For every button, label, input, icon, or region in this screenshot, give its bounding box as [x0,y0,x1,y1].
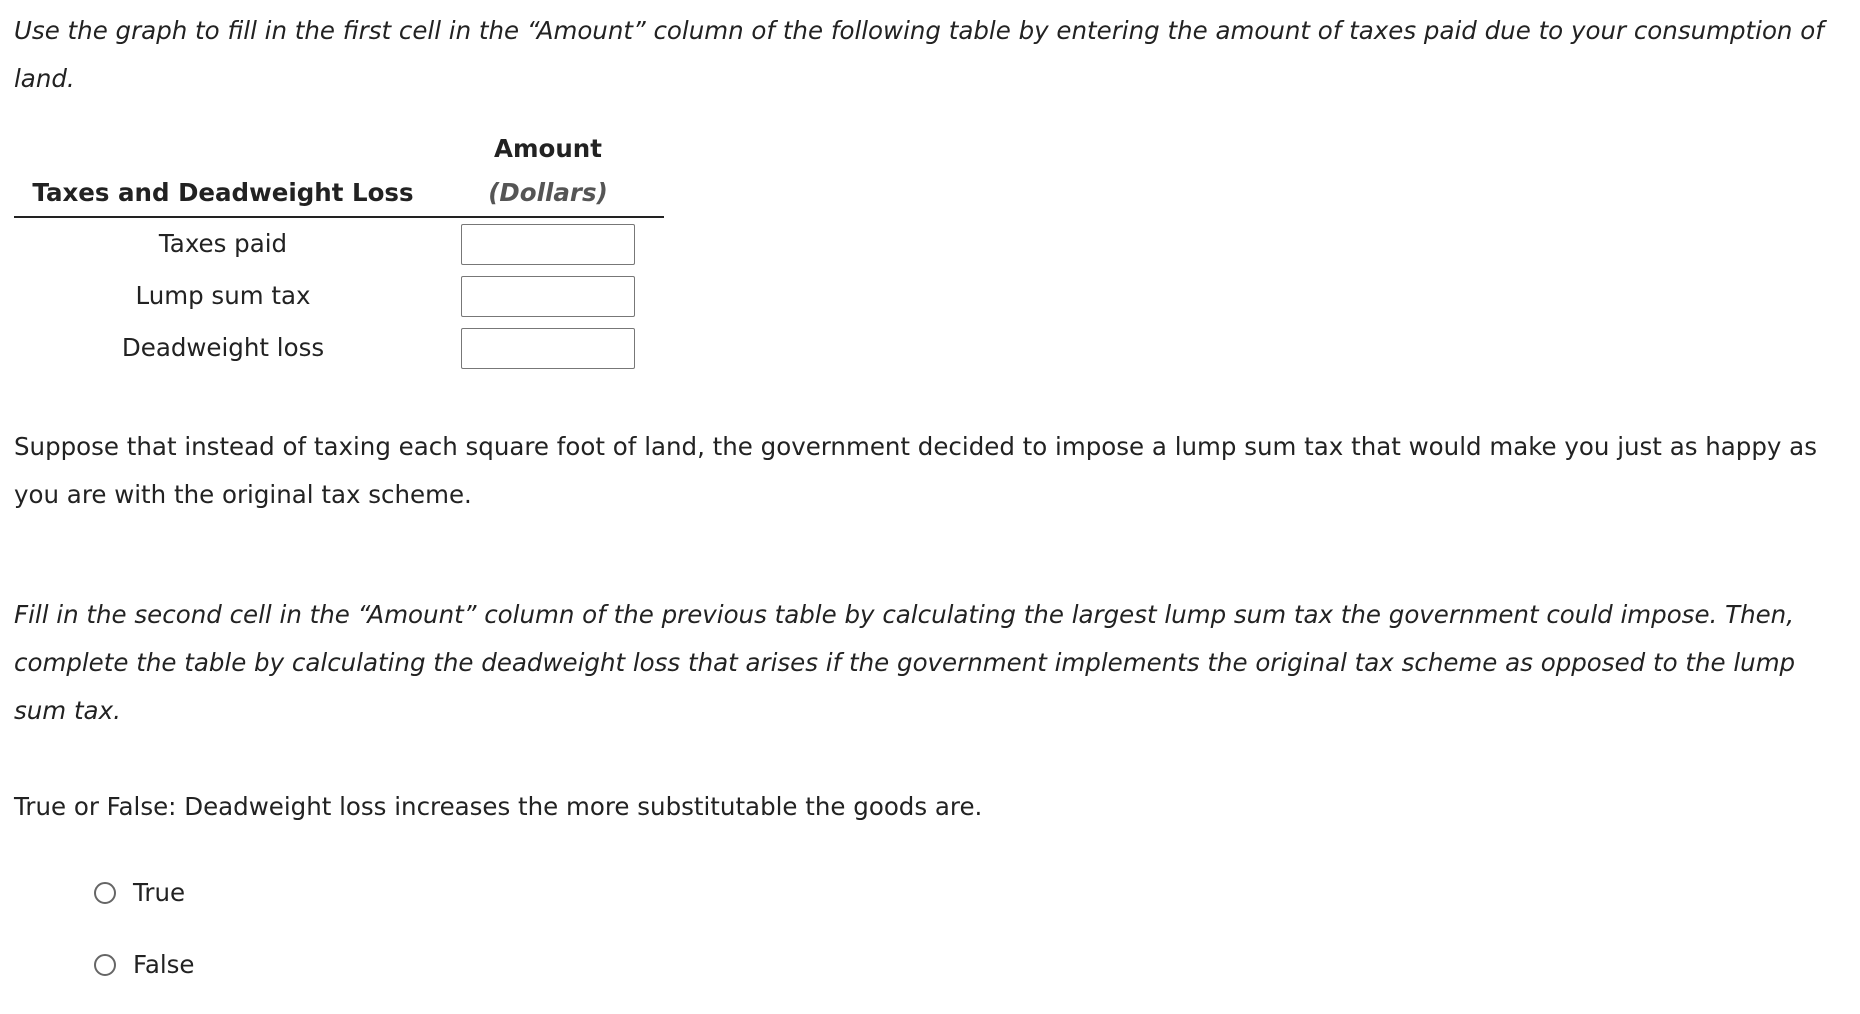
row-label-lump-sum-tax: Lump sum tax [135,281,311,310]
table-header-dollars: (Dollars) [488,178,608,207]
table-header-divider [14,216,664,218]
radio-button-true[interactable] [94,882,116,904]
radio-label-false: False [133,950,195,979]
taxes-paid-input[interactable] [461,224,635,265]
lump-sum-tax-input[interactable] [461,276,635,317]
question-instruction-3: Fill in the second cell in the “Amount” column of the previous table by calculating the largest lump sum tax the government could impose. Then, complete the table by calculating the deadweight loss that arises if the government implements the original tax scheme as opposed to the lump sum tax. [14,600,1796,725]
question-instruction-1: Use the graph to fill in the first cell in the “Amount” column of the following table by entering the amount of taxes paid due to your consumption of land. [14,16,1824,93]
radio-label-true: True [133,878,186,907]
deadweight-loss-input[interactable] [461,328,635,369]
row-label-taxes-paid: Taxes paid [158,229,288,258]
radio-option-false[interactable] [94,945,195,985]
true-false-question: True or False: Deadweight loss increases the more substitutable the goods are. [14,792,983,821]
table-header-amount: Amount [494,134,602,163]
radio-option-true[interactable] [94,873,185,913]
table-header-taxes-and-deadweight-loss: Taxes and Deadweight Loss [32,178,414,207]
radio-button-false[interactable] [94,954,116,976]
row-label-deadweight-loss: Deadweight loss [121,333,325,362]
question-text-2: Suppose that instead of taxing each square foot of land, the government decided to impose a lump sum tax that would make you just as happy as you are with the original tax scheme. [14,432,1817,509]
